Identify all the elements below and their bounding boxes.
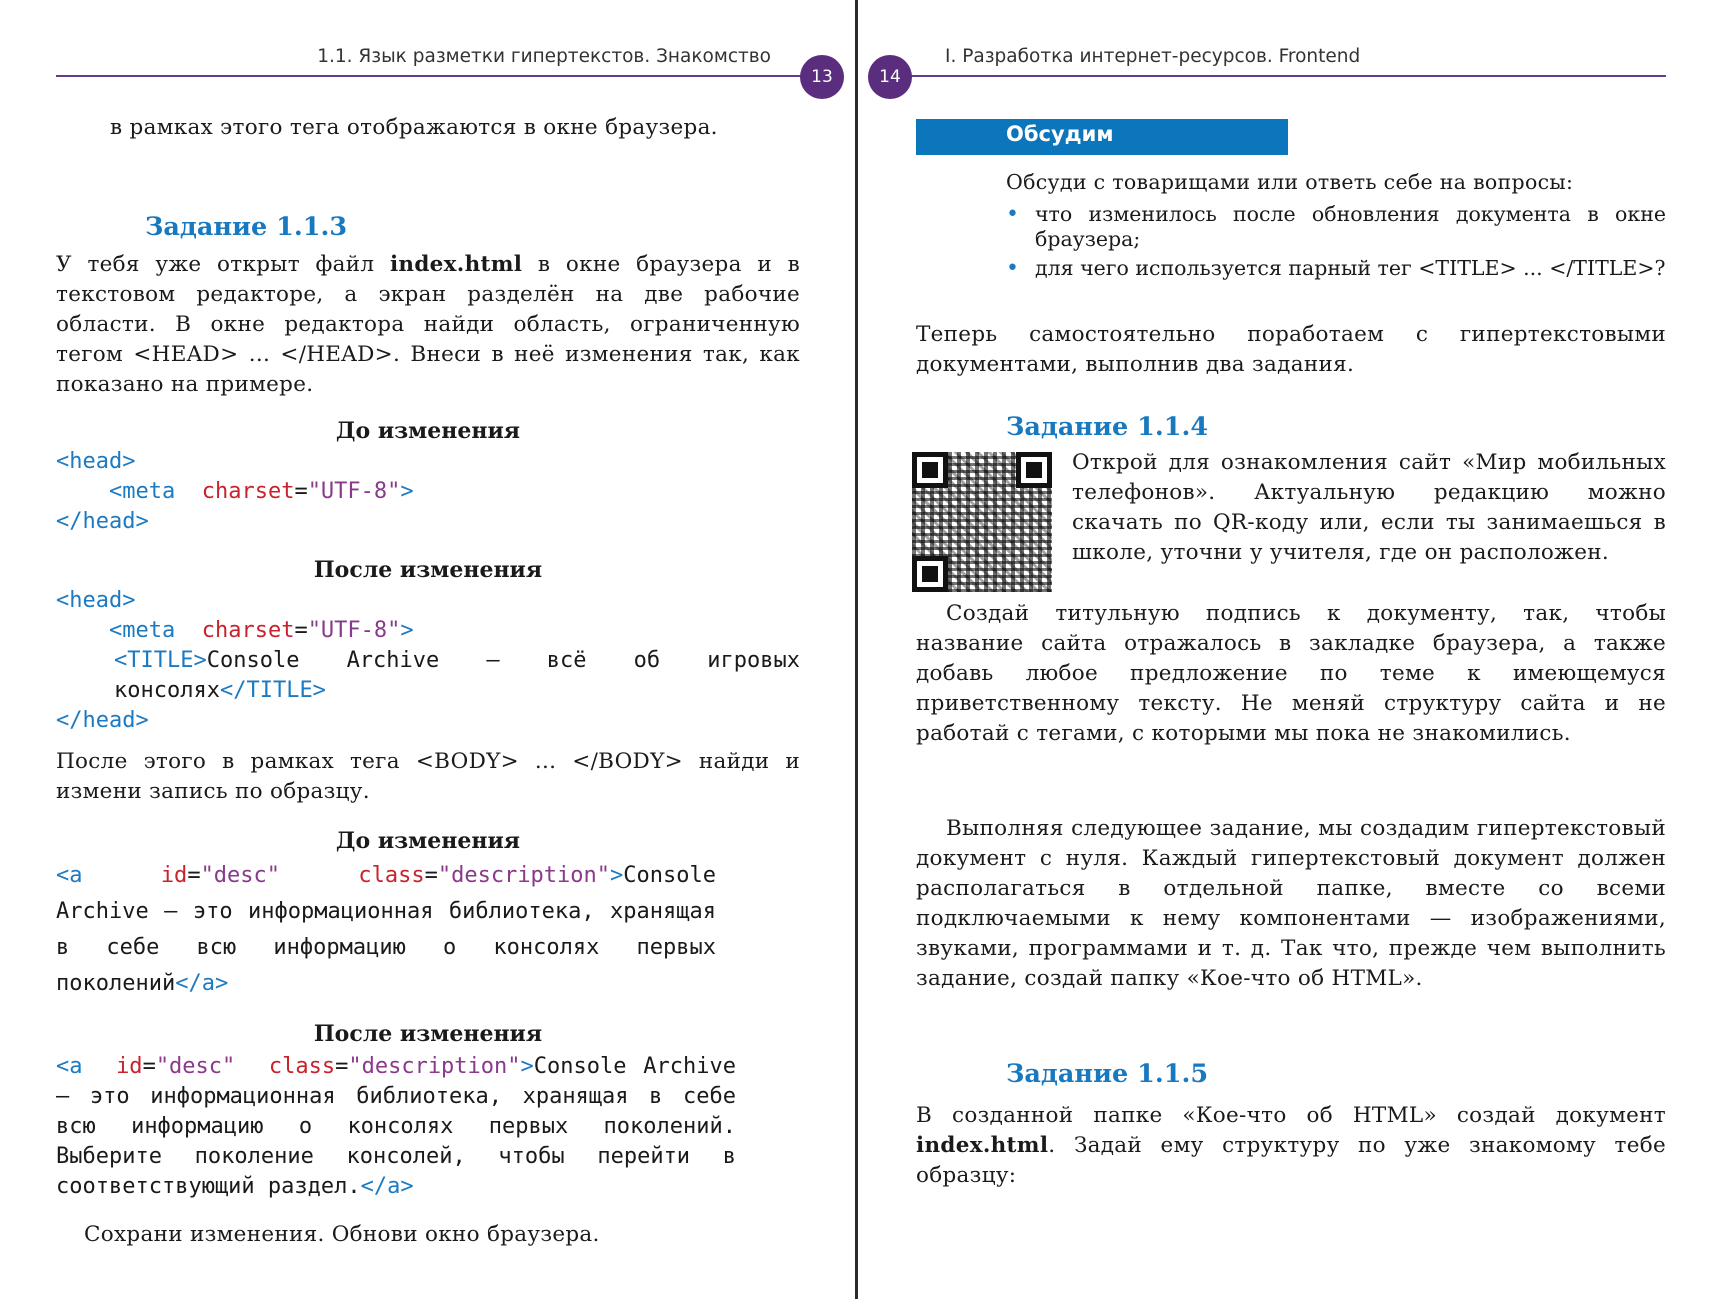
discuss-intro: Обсуди с товарищами или ответь себе на вопросы:	[1006, 170, 1574, 194]
before-heading-2: До изменения	[335, 828, 521, 854]
task-115-paragraph: В созданной папке «Кое-что об HTML» создай документ index.html. Задай ему структуру по уже знакомому тебе образцу:	[916, 1103, 1666, 1188]
qr-finder-pattern	[912, 452, 948, 488]
qr-finder-pattern	[1016, 452, 1052, 488]
code-block-head-before: <head> <meta charset="UTF-8"> </head>	[56, 449, 414, 534]
qr-finder-pattern	[912, 556, 948, 592]
running-title-right: I. Разработка интернет-ресурсов. Frontend	[945, 46, 1361, 67]
task-113-paragraph: У тебя уже открыт файл index.html в окне браузера и в текстовом редакторе, а экран разделён на две рабочие области. В окне редактора найди область, ограниченную тегом <HEAD> ... </HEAD>. Внеси в неё изменения так, как показано на примере.	[56, 252, 800, 397]
code-block-head-after: <head> <meta charset="UTF-8"> <TITLE>Console Archive — всё об игровых консолях</TITLE> </head>	[56, 588, 814, 733]
discuss-item: • что изменилось после обновления документа в окне браузера;	[1006, 202, 1666, 252]
qr-paragraph: Открой для ознакомления сайт «Мир мобильных телефонов». Актуальную редакцию можно скачать по QR-коду или, если ты занимаешься в школе, уточни у учителя, где он расположен.	[1072, 450, 1666, 565]
discuss-header: Обсудим	[916, 119, 1288, 155]
after-heading-1: После изменения	[313, 557, 543, 583]
header-rule-left	[56, 75, 801, 77]
save-paragraph: Сохрани изменения. Обнови окно браузера.	[84, 1222, 600, 1247]
next-task-paragraph: Выполняя следующее задание, мы создадим гипертекстовый документ с нуля. Каждый гипертекстовый документ должен располагаться в отдельной папке, вместе со всеми подключаемыми к нему компонентами — изображениями, звуками, программами и т. д. Так что, прежде чем выполнить задание, создай папку «Кое-что об HTML».	[916, 816, 1666, 991]
page-number-right: 14	[868, 55, 912, 99]
task-title-115: Задание 1.1.5	[1006, 1059, 1209, 1089]
task-title-114: Задание 1.1.4	[1006, 412, 1209, 442]
discuss-item: • для чего используется парный тег <TITLE> ... </TITLE>?	[1006, 256, 1666, 281]
page-number-left: 13	[800, 55, 844, 99]
work-paragraph: Теперь самостоятельно поработаем с гипертекстовыми документами, выполнив два задания.	[916, 322, 1666, 377]
discuss-list	[1006, 202, 1666, 285]
task-title-113: Задание 1.1.3	[145, 212, 348, 242]
running-title-left: 1.1. Язык разметки гипертекстов. Знакомство	[317, 46, 771, 67]
before-heading-1: До изменения	[335, 418, 521, 444]
body-tag-paragraph: После этого в рамках тега <BODY> ... </BODY> найди и измени запись по образцу.	[56, 749, 800, 804]
after-heading-2: После изменения	[313, 1021, 543, 1047]
task-114-paragraph: Создай титульную подпись к документу, так, чтобы название сайта отражалось в закладке браузера, а также добавь любое предложение по теме к имеющемуся приветственному тексту. Не меняй структуру сайта и не работай с тегами, с которыми мы пока не знакомились.	[916, 601, 1666, 746]
qr-code-image	[912, 452, 1052, 592]
book-spine	[855, 0, 858, 1299]
code-block-link-after: <a id="desc" class="description">Console Archive — это информационная библиотека, хранящая в себе всю информацию о консолях первых поколений. Выберите поколение консолей, чтобы перейти в соответствующий раздел.</a>	[56, 1054, 750, 1199]
intro-paragraph: в рамках этого тега отображаются в окне браузера.	[110, 115, 718, 140]
header-rule-right	[910, 75, 1666, 77]
code-block-link-before: <a id="desc" class="description">Console Archive — это информационная библиотека, хранящая в себе всю информацию о консолях первых поколений</a>	[56, 863, 730, 996]
